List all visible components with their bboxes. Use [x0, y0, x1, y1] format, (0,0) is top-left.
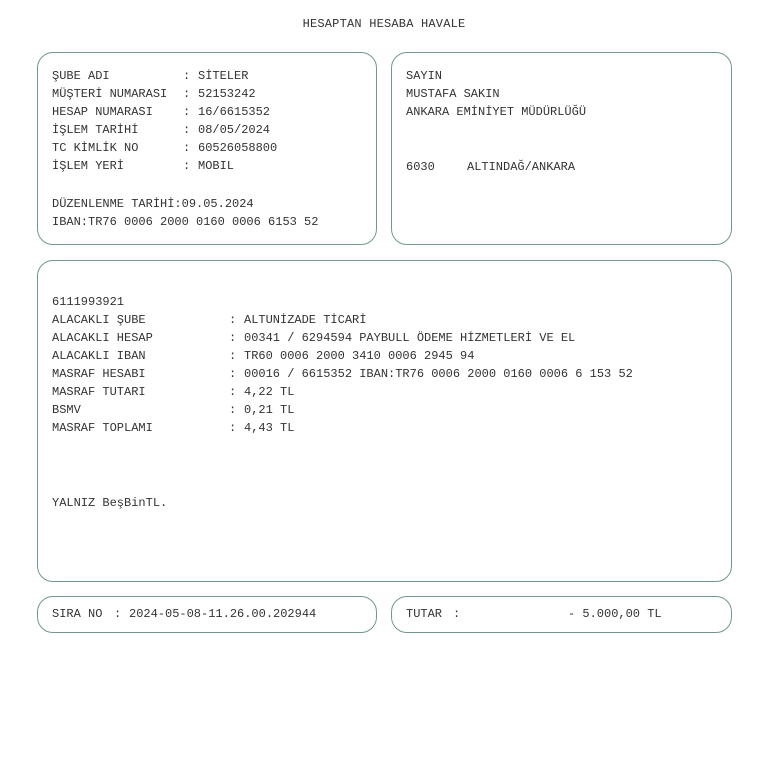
field-value: 52153242: [198, 87, 256, 101]
amount-box: [391, 596, 732, 633]
sequence-separator: :: [114, 607, 122, 621]
salutation: SAYIN: [406, 69, 443, 83]
field-value: 4,43 TL: [244, 421, 295, 435]
field-value: ALTUNİZADE TİCARİ: [244, 313, 367, 327]
field-label: ŞUBE ADI: [52, 69, 110, 83]
amount-label: TUTAR: [406, 607, 443, 621]
field-label: HESAP NUMARASI: [52, 105, 153, 119]
transaction-reference: 6111993921: [52, 295, 125, 309]
field-label: MÜŞTERİ NUMARASI: [52, 87, 168, 101]
field-value: TR60 0006 2000 3410 0006 2945 94: [244, 349, 475, 363]
field-separator: :: [229, 349, 237, 363]
field-separator: :: [229, 403, 237, 417]
field-separator: :: [229, 313, 237, 327]
field-separator: :: [229, 331, 237, 345]
field-value: 08/05/2024: [198, 123, 271, 137]
field-label: İŞLEM TARİHİ: [52, 123, 139, 137]
recipient-name: MUSTAFA SAKIN: [406, 87, 500, 101]
field-label: ALACAKLI ŞUBE: [52, 313, 146, 327]
field-value: 60526058800: [198, 141, 278, 155]
field-label: MASRAF TUTARI: [52, 385, 146, 399]
postal-code: 6030: [406, 160, 435, 174]
edit-date: DÜZENLENME TARİHİ:09.05.2024: [52, 197, 254, 211]
amount-in-words: YALNIZ BeşBinTL.: [52, 496, 168, 510]
field-separator: :: [229, 385, 237, 399]
amount-value: - 5.000,00 TL: [568, 607, 662, 621]
field-value: 16/6615352: [198, 105, 271, 119]
account-info-box: [37, 52, 377, 245]
field-separator: :: [229, 367, 237, 381]
field-value: 00341 / 6294594 PAYBULL ÖDEME HİZMETLERİ VE EL: [244, 331, 576, 345]
field-label: ALACAKLI IBAN: [52, 349, 146, 363]
field-separator: :: [229, 421, 237, 435]
field-separator: :: [183, 69, 191, 83]
field-value: 4,22 TL: [244, 385, 295, 399]
field-value: SİTELER: [198, 69, 249, 83]
amount-separator: :: [453, 607, 461, 621]
field-label: ALACAKLI HESAP: [52, 331, 153, 345]
field-label: İŞLEM YERİ: [52, 159, 125, 173]
field-value: 00016 / 6615352 IBAN:TR76 0006 2000 0160 0006 6 153 52: [244, 367, 633, 381]
sequence-box: [37, 596, 377, 633]
field-separator: :: [183, 123, 191, 137]
transaction-detail-box: [37, 260, 732, 582]
recipient-box: [391, 52, 732, 245]
field-label: MASRAF HESABI: [52, 367, 146, 381]
field-label: MASRAF TOPLAMI: [52, 421, 153, 435]
recipient-city: ALTINDAĞ/ANKARA: [467, 160, 576, 174]
field-separator: :: [183, 141, 191, 155]
document-title: HESAPTAN HESABA HAVALE: [302, 17, 466, 31]
account-iban: IBAN:TR76 0006 2000 0160 0006 6153 52: [52, 215, 319, 229]
recipient-organization: ANKARA EMİNİYET MÜDÜRLÜĞÜ: [406, 105, 587, 119]
field-value: MOBIL: [198, 159, 235, 173]
sequence-number: 2024-05-08-11.26.00.202944: [129, 607, 317, 621]
field-separator: :: [183, 159, 191, 173]
field-label: TC KİMLİK NO: [52, 141, 139, 155]
field-value: 0,21 TL: [244, 403, 295, 417]
sequence-label: SIRA NO: [52, 607, 103, 621]
field-label: BSMV: [52, 403, 81, 417]
field-separator: :: [183, 105, 191, 119]
field-separator: :: [183, 87, 191, 101]
